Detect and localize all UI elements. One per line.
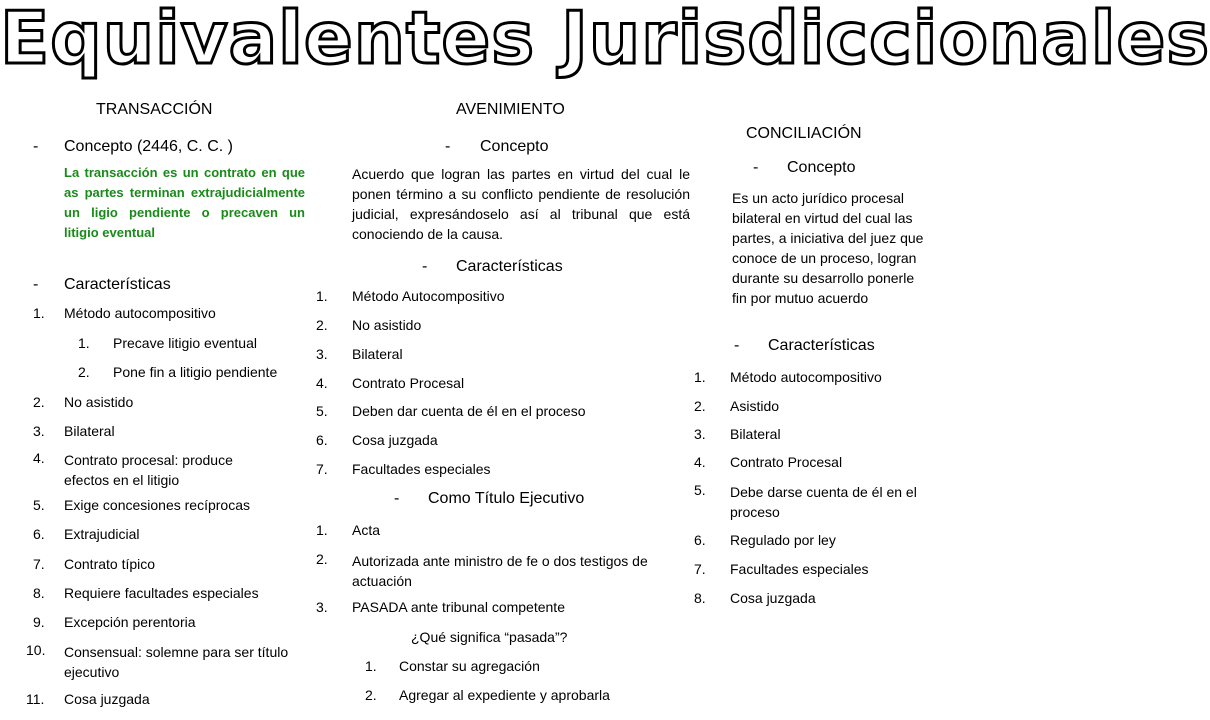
list-item: Método autocompositivo xyxy=(730,369,882,385)
bullet-dash: - xyxy=(753,159,759,176)
list-item: Facultades especiales xyxy=(730,561,869,577)
bullet-dash: - xyxy=(734,337,740,354)
avenimiento-titulo-label: Como Título Ejecutivo xyxy=(428,490,585,507)
conciliacion-heading: CONCILIACIÓN xyxy=(746,125,862,142)
list-number: 2. xyxy=(78,364,90,380)
list-item: Contrato Procesal xyxy=(730,454,843,470)
list-item: Bilateral xyxy=(64,423,115,439)
conciliacion-concepto-label: Concepto xyxy=(787,159,856,176)
list-item: No asistido xyxy=(352,317,422,333)
list-number: 6. xyxy=(694,532,706,548)
list-number: 1. xyxy=(365,658,377,674)
transaccion-caracteristicas-label: Características xyxy=(64,276,171,293)
list-item: No asistido xyxy=(64,394,134,410)
list-number: 2. xyxy=(316,551,328,567)
list-number: 8. xyxy=(33,585,45,601)
avenimiento-caracteristicas-label: Características xyxy=(456,258,563,275)
transaccion-heading: TRANSACCIÓN xyxy=(96,101,213,118)
list-item: Consensual: solemne para ser título ejecutivo xyxy=(64,644,289,680)
list-item: Bilateral xyxy=(352,346,403,362)
list-item: Excepción perentoria xyxy=(64,614,196,630)
list-item: Regulado por ley xyxy=(730,532,836,548)
list-number: 3. xyxy=(316,599,328,615)
list-number: 1. xyxy=(78,335,90,351)
list-item: Método Autocompositivo xyxy=(352,288,505,304)
list-number: 7. xyxy=(694,561,706,577)
list-number: 10. xyxy=(26,642,46,658)
list-item: Asistido xyxy=(730,398,780,414)
transaccion-concepto-text: La transacción es un contrato en que as partes terminan extrajudicialmente un ligio pendiente o precaven un litigio eventual xyxy=(64,165,305,240)
list-number: 3. xyxy=(33,423,45,439)
list-item: Contrato procesal: produce efectos en el litigio xyxy=(64,452,233,488)
list-number: 2. xyxy=(694,398,706,414)
list-item: Cosa juzgada xyxy=(352,432,438,448)
conciliacion-concepto-text: Es un acto jurídico procesal bilateral en virtud del cual las partes, a iniciativa del juez que conoce de un proceso, logran durante su desarrollo ponerle fin por mutuo acuerdo xyxy=(732,190,924,306)
conciliacion-caracteristicas-label: Características xyxy=(768,337,875,354)
avenimiento-heading: AVENIMIENTO xyxy=(456,101,565,118)
list-item: Exige concesiones recíprocas xyxy=(64,497,250,513)
list-item: Acta xyxy=(352,522,381,538)
list-number: 1. xyxy=(316,522,328,538)
list-number: 5. xyxy=(694,482,706,498)
list-item: Bilateral xyxy=(730,426,781,442)
list-item: Agregar al expediente y aprobarla xyxy=(399,687,610,703)
list-item: Autorizada ante ministro de fe o dos testigos de actuación xyxy=(352,553,648,589)
bullet-dash: - xyxy=(33,276,39,293)
list-item: Requiere facultades especiales xyxy=(64,585,259,601)
list-item: Contrato típico xyxy=(64,556,156,572)
avenimiento-concepto-text: Acuerdo que logran las partes en virtud del cual le ponen término a su conflicto pendiente de resolución judicial, expresándoselo así al tribunal que está conociendo de la causa. xyxy=(352,166,690,242)
list-number: 3. xyxy=(694,426,706,442)
list-item: Cosa juzgada xyxy=(730,590,816,606)
bullet-dash: - xyxy=(394,490,400,507)
list-item: Precave litigio eventual xyxy=(113,335,257,351)
list-item: Cosa juzgada xyxy=(64,691,150,707)
list-item: PASADA ante tribunal competente xyxy=(352,599,565,615)
transaccion-concepto-label: Concepto (2446, C. C. ) xyxy=(64,138,233,155)
list-number: 5. xyxy=(33,497,45,513)
list-item: Extrajudicial xyxy=(64,526,140,542)
list-item: Contrato Procesal xyxy=(352,375,465,391)
list-number: 7. xyxy=(33,556,45,572)
page-title: Equivalentes Jurisdiccionales xyxy=(0,0,1210,80)
list-number: 1. xyxy=(316,288,328,304)
list-item: Debe darse cuenta de él en el proceso xyxy=(730,484,917,520)
list-item: Método autocompositivo xyxy=(64,305,216,321)
list-number: 6. xyxy=(33,526,45,542)
list-number: 2. xyxy=(33,394,45,410)
list-number: 4. xyxy=(316,375,328,391)
list-number: 4. xyxy=(33,450,45,466)
avenimiento-pregunta: ¿Qué significa “pasada”? xyxy=(411,629,568,645)
list-number: 6. xyxy=(316,432,328,448)
list-number: 11. xyxy=(26,691,45,707)
bullet-dash: - xyxy=(422,258,428,275)
list-number: 5. xyxy=(316,403,328,419)
list-number: 3. xyxy=(316,346,328,362)
list-number: 7. xyxy=(316,461,328,477)
list-number: 4. xyxy=(694,454,706,470)
list-number: 2. xyxy=(365,687,377,703)
list-item: Facultades especiales xyxy=(352,461,491,477)
list-item: Deben dar cuenta de él en el proceso xyxy=(352,403,586,419)
list-number: 8. xyxy=(694,590,706,606)
list-number: 2. xyxy=(316,317,328,333)
list-number: 9. xyxy=(33,614,45,630)
list-number: 1. xyxy=(33,305,45,321)
avenimiento-concepto-label: Concepto xyxy=(480,138,549,155)
list-item: Constar su agregación xyxy=(399,658,540,674)
bullet-dash: - xyxy=(33,138,39,155)
list-number: 1. xyxy=(694,369,706,385)
bullet-dash: - xyxy=(445,138,451,155)
list-item: Pone fin a litigio pendiente xyxy=(113,364,278,380)
